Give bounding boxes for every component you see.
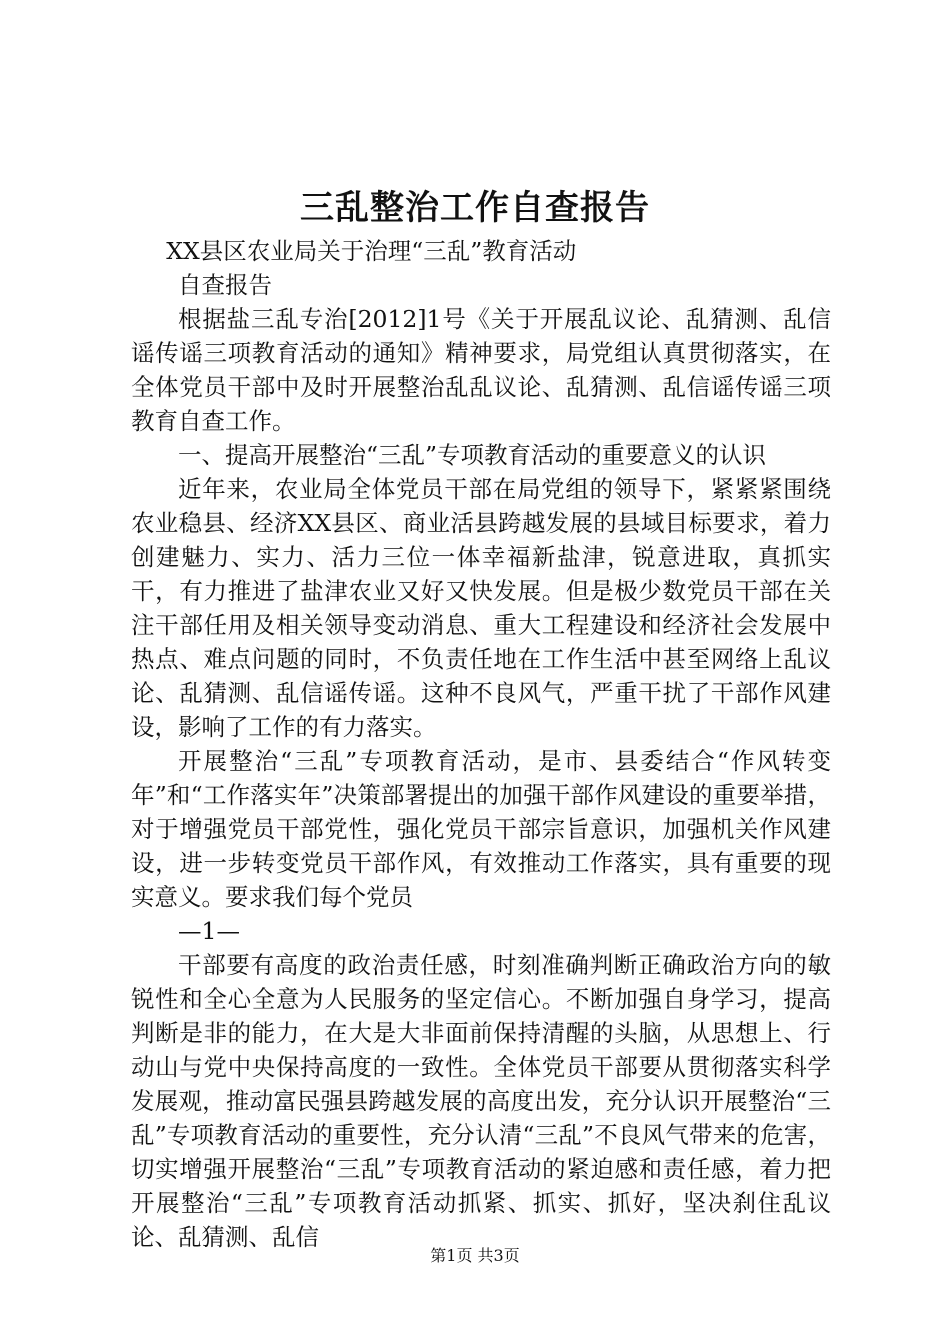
document-body [131, 234, 831, 1254]
paragraph-2: 近年来，农业局全体党员干部在局党组的领导下，紧紧紧围绕农业稳县、经济XX县区、商业活县跨越发展的县域目标要求，着力创建魅力、实力、活力三位一体幸福新盐津，锐意进取，真抓实干，有力推进了盐津农业又好又快发展。但是极少数党员干部在关注干部任用及相关领导变动消息、重大工程建设和经济社会发展中热点、难点问题的同时，不负责任地在工作生活中甚至网络上乱议论、乱猜测、乱信谣传谣。这种不良风气，严重干扰了干部作风建设，影响了工作的有力落实。 [131, 475, 831, 741]
subtitle-line-2: 自查报告 [178, 271, 272, 299]
paragraph-3: 开展整治“三乱”专项教育活动，是市、县委结合“作风转变年”和“工作落实年”决策部署提出的加强干部作风建设的重要举措，对于增强党员干部党性，强化党员干部宗旨意识，加强机关作风建设，进一步转变党员干部作风，有效推动工作落实，具有重要的现实意义。要求我们每个党员 [131, 747, 831, 911]
page-marker: —1— [178, 917, 240, 945]
subtitle-line-1: XX县区农业局关于治理“三乱”教育活动 [166, 237, 577, 265]
paragraph-4: 干部要有高度的政治责任感，时刻准确判断正确政治方向的敏锐性和全心全意为人民服务的坚定信心。不断加强自身学习，提高判断是非的能力，在大是大非面前保持清醒的头脑，从思想上、行动山与党中央保持高度的一致性。全体党员干部要从贯彻落实科学发展观，推动富民强县跨越发展的高度出发，充分认识开展整治“三乱”专项教育活动的重要性，充分认清“三乱”不良风气带来的危害，切实增强开展整治“三乱”专项教育活动的紧迫感和责任感，着力把开展整治“三乱”专项教育活动抓紧、抓实、抓好，坚决刹住乱议论、乱猜测、乱信 [131, 951, 831, 1251]
document-title: 三乱整治工作自查报告 [300, 188, 650, 228]
page-footer: 第1页 共3页 [430, 1246, 520, 1265]
section-heading-1: 一、提高开展整治“三乱”专项教育活动的重要意义的认识 [178, 441, 767, 469]
paragraph-1: 根据盐三乱专治[2012]1号《关于开展乱议论、乱猜测、乱信谣传谣三项教育活动的通知》精神要求，局党组认真贯彻落实，在全体党员干部中及时开展整治乱乱议论、乱猜测、乱信谣传谣三项教育自查工作。 [131, 305, 831, 435]
